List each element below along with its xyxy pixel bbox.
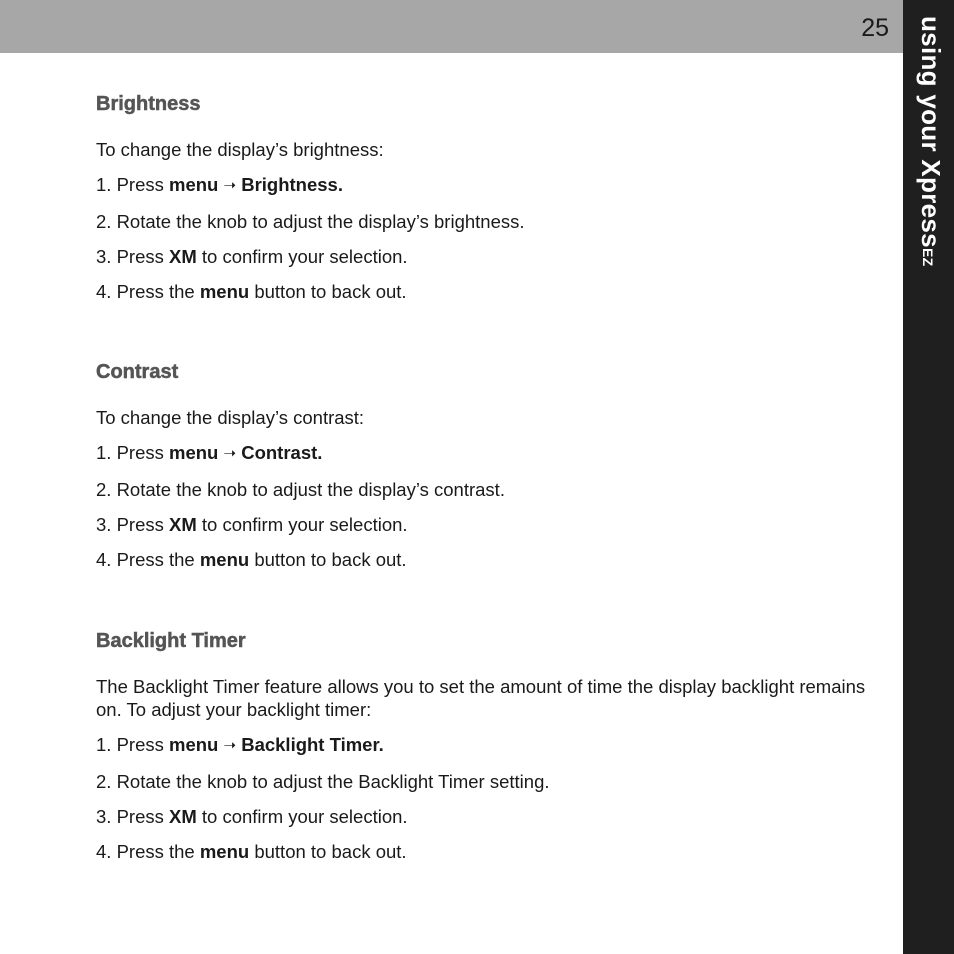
step-item: [96, 733, 866, 758]
section-intro: The Backlight Timer feature allows you to set the amount of time the display backlight remains on. To adjust your backlight timer:: [96, 676, 866, 720]
step-bold: menu: [199, 841, 250, 862]
section-intro: To change the display’s contrast:: [96, 407, 365, 428]
side-tab: [903, 0, 954, 954]
step-bold: XM: [169, 514, 197, 535]
step-bold: menu: [199, 281, 250, 302]
step-text: to confirm your selection.: [196, 806, 408, 827]
section-heading: Backlight Timer: [96, 630, 246, 652]
step-item: [96, 173, 866, 198]
section-intro: To change the display’s brightness:: [96, 139, 384, 160]
section-heading: Brightness: [96, 93, 201, 115]
step-bold: Backlight Timer.: [241, 734, 384, 755]
section-backlight-timer: [96, 629, 866, 863]
step-text: 4. Press the: [96, 549, 200, 570]
step-text: 4. Press the: [96, 281, 200, 302]
step-text: button to back out.: [249, 841, 407, 862]
step-text: 1. Press: [96, 442, 169, 463]
step-bold: menu: [199, 549, 250, 570]
step-item: [96, 513, 866, 536]
step-item: [96, 840, 866, 863]
step-item: [96, 245, 866, 268]
step-item: [96, 805, 866, 828]
step-text: 3. Press: [96, 514, 169, 535]
step-text: 1. Press: [96, 174, 169, 195]
side-tab-title: [915, 16, 946, 266]
step-item: 2. Rotate the knob to adjust the Backlight Timer setting.: [96, 771, 550, 792]
section-heading: Contrast: [96, 361, 179, 383]
step-bold: Contrast.: [241, 442, 323, 463]
step-item: 2. Rotate the knob to adjust the display’s brightness.: [96, 211, 525, 232]
step-text: to confirm your selection.: [196, 246, 408, 267]
page-number: 25: [861, 14, 889, 42]
step-item: [96, 441, 866, 466]
step-item: 2. Rotate the knob to adjust the display’s contrast.: [96, 479, 505, 500]
step-bold: Brightness.: [241, 174, 343, 195]
arrow-icon: ➝: [223, 445, 237, 462]
step-text: 4. Press the: [96, 841, 200, 862]
step-text: 3. Press: [96, 246, 169, 267]
header-bar: [0, 0, 903, 53]
arrow-icon: ➝: [223, 177, 237, 194]
step-text: 3. Press: [96, 806, 169, 827]
step-text: to confirm your selection.: [196, 514, 408, 535]
section-brightness: [96, 92, 866, 303]
section-contrast: [96, 360, 866, 571]
step-bold: XM: [169, 246, 197, 267]
step-bold: menu: [169, 734, 219, 755]
step-item: [96, 280, 866, 303]
step-text: button to back out.: [249, 549, 407, 570]
side-tab-subscript: EZ: [920, 247, 936, 267]
arrow-icon: ➝: [223, 737, 237, 754]
step-bold: menu: [169, 174, 219, 195]
side-tab-title-text: using your Xpress: [916, 16, 946, 248]
step-text: button to back out.: [249, 281, 407, 302]
step-item: [96, 548, 866, 571]
step-bold: XM: [169, 806, 197, 827]
step-text: 1. Press: [96, 734, 169, 755]
step-bold: menu: [169, 442, 219, 463]
